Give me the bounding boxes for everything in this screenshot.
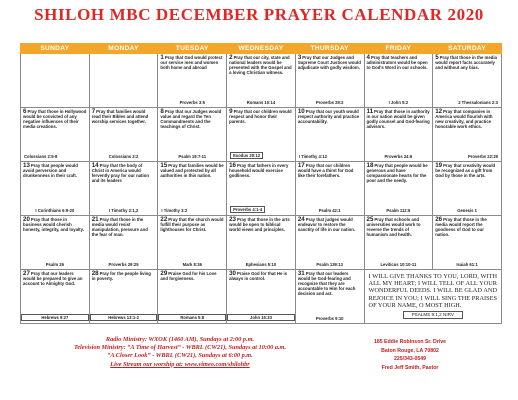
- scripture-reference: Genesis 1: [457, 207, 477, 213]
- calendar-day-cell: [433, 216, 502, 270]
- calendar-week-row: [21, 216, 502, 270]
- weekday-header: TUESDAY: [158, 44, 227, 54]
- prayer-text: Pray for the people living in poverty.: [91, 271, 151, 282]
- scripture-reference: Proverbs 22:29: [467, 153, 498, 159]
- day-number: 6: [23, 108, 27, 115]
- calendar-day-cell: [158, 162, 227, 216]
- calendar-day-cell: [89, 270, 158, 324]
- live-stream-line[interactable]: [30, 361, 330, 369]
- day-number: 7: [91, 108, 96, 115]
- day-number: 4: [366, 54, 370, 61]
- prayer-text: Pray that schools and universities would work to reverse the trends of humanism and health.: [366, 217, 421, 238]
- scripture-reference: Proverbs 3:5: [179, 99, 205, 105]
- calendar-day-cell: [364, 162, 433, 216]
- calendar-day-cell: [433, 54, 502, 108]
- scripture-reference: Ephesians 5:10: [245, 261, 277, 267]
- scripture-reference: Hebrews 13:1-2: [90, 314, 158, 321]
- scripture-reference: Romans 10:14: [246, 99, 276, 105]
- day-number: 22: [160, 216, 168, 223]
- weekday-header: MONDAY: [89, 44, 158, 54]
- calendar-day-cell: [227, 108, 296, 162]
- prayer-text: Praise God for that He is always in control.: [229, 271, 288, 282]
- scripture-reference: Psalm 42:1: [318, 207, 341, 213]
- day-number: 3: [297, 54, 302, 61]
- day-number: 16: [229, 162, 236, 169]
- calendar-day-cell: [295, 54, 364, 108]
- calendar-day-cell: [21, 216, 90, 270]
- scripture-reference: Leviticus 10:10-11: [380, 261, 417, 267]
- prayer-text: Pray that those in business would cherish honesty, integrity, and loyalty.: [23, 217, 84, 233]
- prayer-text: Pray that God would protect our service men and women both home and abroad: [160, 55, 223, 71]
- day-number: 21: [91, 216, 99, 223]
- prayer-text: Pray that fathers in every household would exercise godliness.: [229, 163, 289, 179]
- scripture-reference: I Corinthians 6:9-20: [35, 207, 75, 213]
- day-number: 10: [297, 108, 305, 115]
- calendar-day-cell: [433, 108, 502, 162]
- calendar-day-cell: [227, 270, 296, 324]
- day-number: 15: [160, 162, 168, 169]
- scripture-reference: Proverbs 24:6: [384, 153, 413, 159]
- day-number: 13: [23, 162, 30, 169]
- weekday-header: FRIDAY: [364, 44, 433, 54]
- day-number: 12: [435, 108, 443, 115]
- calendar-day-cell: [158, 54, 227, 108]
- church-pastor: Fred Jeff Smith, Pastor: [381, 364, 439, 371]
- day-number: 23: [229, 216, 236, 223]
- church-contact-info: [346, 338, 474, 372]
- calendar-day-cell: [295, 216, 364, 270]
- prayer-text: Pray that those in authority in our nation would be given godly counsel and God-fearing advisors.: [366, 109, 430, 130]
- day-number: 27: [23, 270, 30, 277]
- scripture-reference: Proverbs 4:1-4: [230, 206, 265, 213]
- scripture-reference: I Timothy 4:12: [298, 153, 327, 159]
- prayer-text: Pray that our children would have a thirst for God like their forefathers.: [297, 163, 354, 179]
- scripture-reference: Proverbs 29:25: [108, 261, 139, 267]
- radio-ministry-line: Radio Ministry: WXOK (1460 AM), Sundays at 2:00 p.m.: [105, 336, 255, 343]
- television-ministry-line: Television Ministry: “A Time of Harvest” - WBRL (CW21), Sundays at 10:00 a.m.: [73, 344, 287, 352]
- calendar-week-row: [21, 54, 502, 108]
- prayer-text: Pray that those in the media would report facts accurately and without any bias.: [435, 55, 497, 71]
- calendar-day-cell: [158, 216, 227, 270]
- scripture-reference: I Timothy 3:2: [161, 207, 188, 213]
- calendar-day-cell: [158, 108, 227, 162]
- calendar-day-cell: [295, 108, 364, 162]
- scripture-reference: I John 5:2: [388, 99, 409, 105]
- weekday-header: SUNDAY: [21, 44, 90, 54]
- prayer-text: Pray that those in the arts would be open to biblical world views and principles.: [229, 217, 290, 233]
- day-number: 29: [160, 270, 168, 277]
- prayer-text: Pray that our children would respect and honor their parents.: [229, 109, 292, 125]
- prayer-text: Pray that families would read their Bibles and attend worship services together.: [91, 109, 149, 125]
- day-number: 17: [297, 162, 305, 169]
- calendar-day-cell: [364, 108, 433, 162]
- day-number: 25: [366, 216, 374, 223]
- scripture-reference: Psalm 19:7-11: [178, 153, 207, 159]
- prayer-text: Pray that the body of Christ in America would fervently pray for our nation and its leaders: [91, 163, 150, 184]
- day-number: 24: [297, 216, 305, 223]
- scripture-reference: Mark 8:36: [182, 261, 202, 267]
- day-number: 11: [366, 108, 374, 115]
- day-number: 8: [160, 108, 164, 115]
- scripture-reference: Proverbs 29:2: [315, 99, 344, 105]
- calendar-day-cell: [364, 216, 433, 270]
- closing-verse-reference: PSALMS 9:1,2 NIRV: [403, 311, 463, 319]
- calendar-day-cell: [89, 162, 158, 216]
- prayer-text: Pray that teachers and administrators would be open to God's Word in our schools.: [366, 55, 428, 71]
- scripture-reference: Proverbs 9:10: [315, 315, 344, 321]
- prayer-text: Pray that our leaders would be prepared to give an account to Almighty God.: [23, 271, 83, 287]
- calendar-day-cell: [227, 216, 296, 270]
- calendar-day-cell: [21, 270, 90, 324]
- closing-verse-text: I WILL GIVE THANKS TO YOU, LORD, WITH ALL MY HEART; I WILL TELL OF ALL YOUR WONDERFUL DEEDS. I WILL BE GLAD AND REJOICE IN YOU; I WILL SING THE PRAISES OF YOUR NAME, O MOST HIGH.: [368, 273, 497, 309]
- day-number: 5: [435, 54, 439, 61]
- live-stream-link[interactable]: Live Stream our worship at: www.vimeo.com/shilohbr: [110, 360, 250, 368]
- calendar-day-cell: [364, 54, 433, 108]
- closing-verse-cell: [364, 270, 501, 324]
- prayer-text: Pray that families would be valued and protected by all authorities in this nation.: [160, 163, 224, 179]
- prayer-text: Pray that our youth would respect authority and practice accountability.: [297, 109, 360, 125]
- prayer-text: Pray that creativity would be recognized as a gift from God by those in the arts.: [435, 163, 496, 179]
- scripture-reference: Isaiah 61:1: [456, 261, 478, 267]
- weekday-header: SATURDAY: [433, 44, 502, 54]
- prayer-text: Praise God for his Love and forgiveness.: [160, 271, 217, 282]
- scripture-reference: Psalm 26: [45, 261, 64, 267]
- day-number: 18: [366, 162, 374, 169]
- scripture-reference: Psalm 139:13: [316, 261, 343, 267]
- day-number: 1: [160, 54, 164, 61]
- prayer-text: Pray that people would be generous and have compassionate hearts for the poor and the needy.: [366, 163, 428, 184]
- prayer-text: Pray that judges would endeavor to restore the sanctity of life in our nation.: [297, 217, 356, 233]
- scripture-reference: Exodus 20:12: [230, 152, 263, 159]
- closer-look-line: “A Closer Look” - WBRL (CW21), Sundays at 6:00 p.m.: [107, 352, 253, 360]
- day-number: 26: [435, 216, 443, 223]
- weekday-header: THURSDAY: [295, 44, 364, 54]
- calendar-day-cell: [433, 162, 502, 216]
- calendar-day-cell: [295, 162, 364, 216]
- empty-day-cell: [21, 54, 90, 108]
- day-number: 19: [435, 162, 443, 169]
- calendar-week-row: [21, 162, 502, 216]
- calendar-day-cell: [158, 270, 227, 324]
- calendar-day-cell: [89, 108, 158, 162]
- scripture-reference: Colossians 3:2: [108, 153, 139, 159]
- prayer-text: Pray that those in the media would resist manipulation, pressure and the fear of man.: [91, 217, 148, 238]
- day-number: 31: [297, 270, 305, 277]
- scripture-reference: Colossians 2:5-8: [24, 153, 58, 159]
- day-number: 9: [229, 108, 233, 115]
- scripture-reference: 2 Thessalonians 2:3: [458, 99, 498, 105]
- church-address: 185 Eddie Robinson Sr. Drive: [373, 339, 447, 345]
- day-number: 30: [229, 270, 236, 277]
- prayer-text: Pray that our city, state and national leaders would be presented with the Gospel and a loving Christian witness.: [229, 55, 292, 76]
- broadcast-info: [30, 336, 330, 369]
- calendar-title: SHILOH MBC DECEMBER PRAYER CALENDAR 2020: [34, 5, 484, 24]
- prayer-text: Pray that companies in America would flourish with new creativity, and practice honorable work ethics.: [435, 109, 493, 130]
- scripture-reference: Psalm 112:9: [386, 207, 411, 213]
- prayer-calendar-table: [20, 43, 502, 324]
- scripture-reference: Romans 5:8: [158, 314, 226, 321]
- calendar-day-cell: [89, 216, 158, 270]
- prayer-text: Pray that the church would fulfill their purpose as lighthouses for Christ.: [160, 217, 224, 233]
- day-number: 20: [23, 216, 30, 223]
- prayer-text: Pray that our Judges would value and regard the Ten Commandments and the teachings of Christ.: [160, 109, 222, 130]
- day-number: 28: [91, 270, 99, 277]
- scripture-reference: John 15:33: [227, 314, 295, 321]
- calendar-week-row: [21, 270, 502, 324]
- scripture-reference: Hebrews 9:27: [21, 314, 89, 321]
- calendar-day-cell: [227, 54, 296, 108]
- church-phone: 225/343-0549: [393, 356, 427, 362]
- calendar-day-cell: [21, 108, 90, 162]
- calendar-day-cell: [295, 270, 364, 324]
- prayer-text: Pray that people would avoid perversion and drunkenness in their craft.: [23, 163, 78, 179]
- calendar-day-cell: [21, 162, 90, 216]
- scripture-reference: I Timothy 2:1,2: [108, 207, 139, 213]
- calendar-week-row: [21, 108, 502, 162]
- day-number: 14: [91, 162, 99, 169]
- prayer-text: Pray that those in the media would report the goodness of God to our nation.: [435, 217, 487, 238]
- calendar-day-cell: [227, 162, 296, 216]
- church-city: Baton Rouge, LA 70802: [381, 347, 439, 354]
- prayer-text: Pray that those in Hollywood would be convicted of any negative influences of their media creations.: [23, 109, 87, 130]
- weekday-header-row: [21, 44, 502, 54]
- weekday-header: WEDNESDAY: [227, 44, 296, 54]
- day-number: 2: [229, 54, 233, 61]
- prayer-text: Pray that our Judges and Supreme Court Justices would adjudicate with godly wisdom.: [297, 55, 361, 71]
- prayer-text: Pray that our leaders would be God-fearing and recognize that they are accountable to Him for each decision and act.: [297, 271, 356, 297]
- empty-day-cell: [89, 54, 158, 108]
